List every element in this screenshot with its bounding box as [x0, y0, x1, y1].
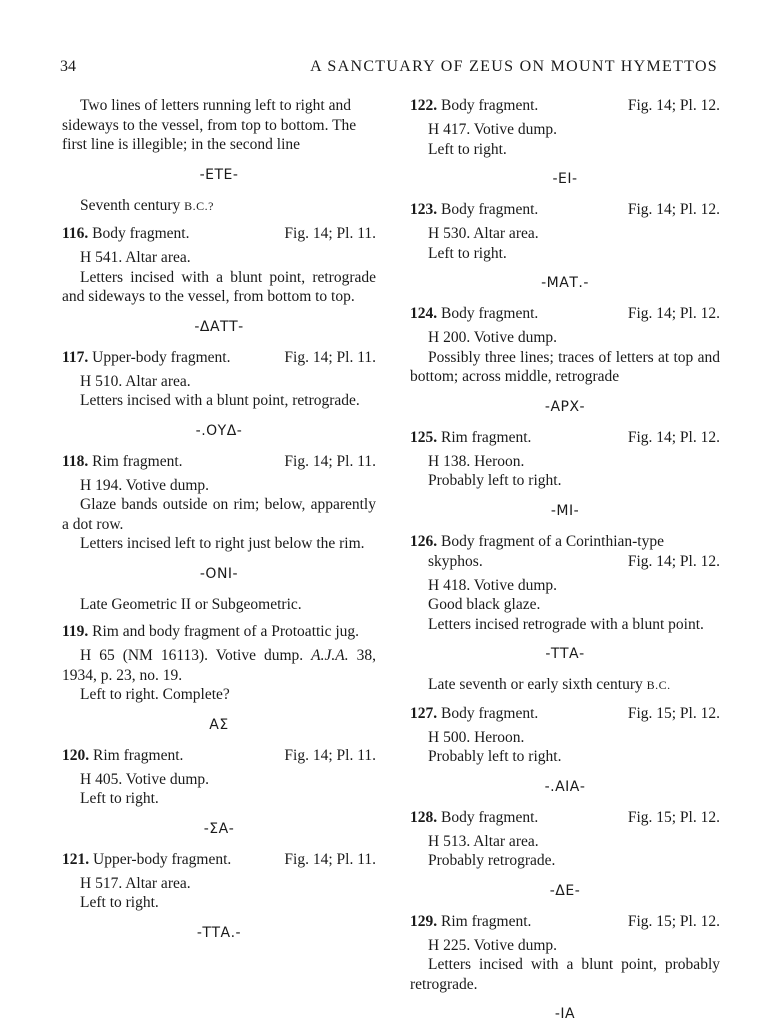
entry-text: Possibly three lines; traces of letters at top and bottom; across middle, retrograde — [410, 348, 720, 385]
entry-text: Left to right. — [428, 244, 507, 262]
inventory-location: H 138. Heroon. — [428, 452, 525, 470]
entry-heading — [62, 452, 376, 472]
inscription: ΑΣ — [209, 716, 229, 733]
entry-description: Rim fragment. — [441, 428, 532, 446]
catalogue-entry-124 — [410, 304, 720, 417]
entry-text: Letters incised left to right just below the rim. — [80, 535, 365, 552]
entry-number: 128. — [410, 808, 438, 826]
figure-reference: Fig. 15; Pl. 12. — [627, 704, 720, 722]
inscription: -.ΑΙΑ- — [544, 778, 586, 795]
entry-heading — [410, 304, 720, 324]
running-title: A SANCTUARY OF ZEUS ON MOUNT HYMETTOS — [310, 58, 718, 75]
catalogue-entry-126 — [410, 532, 720, 696]
location-text: H 65 (NM 16113). Votive dump. — [80, 647, 304, 664]
entry-text: Letters incised with a blunt point, probably retrograde. — [410, 956, 720, 993]
entry-text: Good black glaze. — [428, 596, 541, 613]
inscription: -ΜΙ- — [550, 502, 580, 519]
date-text: Late seventh or early sixth century — [428, 676, 643, 693]
entry-number: 125. — [410, 428, 438, 446]
inscription: -ΕΙ- — [552, 171, 578, 187]
inventory-location: H 418. Votive dump. — [428, 576, 558, 594]
entry-text: Probably left to right. — [428, 472, 562, 489]
entry-heading — [62, 224, 376, 244]
entry-text: Letters incised with a blunt point, retrograde and sideways to the vessel, from bottom to top. — [62, 268, 376, 305]
date-line: Late Geometric II or Subgeometric. — [80, 595, 302, 613]
catalogue-entry-127 — [410, 704, 720, 797]
inscription: -.ΟΥΔ- — [195, 422, 243, 439]
inventory-location: H 541. Altar area. — [80, 249, 191, 266]
journal-abbrev: A.J.A. — [311, 647, 349, 664]
inventory-location: H 517. Altar area. — [80, 874, 191, 892]
entry-number: 127. — [410, 704, 438, 722]
entry-heading — [410, 704, 720, 724]
journal-ref: 38, 1934, p. 23, no. 19. — [62, 647, 377, 684]
entry-description: Body fragment. — [441, 808, 539, 826]
catalogue-entry-129 — [410, 912, 720, 1025]
figure-reference: Fig. 14; Pl. 11. — [284, 452, 376, 470]
left-column — [62, 96, 376, 954]
inscription: -ETE- — [199, 166, 239, 183]
inventory-location — [62, 646, 376, 685]
right-column — [410, 96, 720, 1035]
entry-heading-continued — [410, 552, 720, 572]
entry-description: Body fragment. — [441, 305, 539, 322]
catalogue-entry-117 — [62, 348, 376, 441]
entry-heading — [62, 622, 376, 642]
entry-description: Rim fragment. — [441, 912, 532, 930]
catalogue-entry-125 — [410, 428, 720, 521]
inscription: -ΜΑΤ.- — [541, 275, 589, 291]
entry-heading — [62, 746, 376, 766]
entry-description: Rim and body fragment of a Protoattic jug. — [92, 623, 360, 640]
entry-number: 121. — [62, 850, 90, 868]
intro-paragraph: Two lines of letters running left to right and sideways to the vessel, from top to bottom. The first line is illegible; in the second line — [62, 97, 357, 153]
inscription: -ΔΑΤΤ- — [194, 318, 244, 335]
entry-text: Letters incised with a blunt point, retrograde. — [80, 392, 360, 409]
figure-reference: Fig. 15; Pl. 12. — [627, 808, 720, 826]
entry-number: 122. — [410, 97, 438, 114]
entry-heading — [410, 96, 720, 116]
page-number: 34 — [60, 58, 76, 75]
entry-description: Body fragment. — [92, 225, 190, 242]
inscription: -ΑΡΧ- — [544, 398, 586, 415]
inventory-location: H 530. Altar area. — [428, 225, 539, 242]
inscription: -ΣΑ- — [203, 820, 235, 837]
inscription: -ΔΕ- — [549, 882, 581, 899]
figure-reference: Fig. 14; Pl. 12. — [627, 552, 720, 570]
entry-text: Left to right. — [80, 894, 159, 911]
entry-description: Body fragment. — [441, 201, 539, 218]
entry-text: Probably retrograde. — [428, 852, 556, 869]
inventory-location: H 417. Votive dump. — [428, 121, 558, 138]
figure-reference: Fig. 14; Pl. 11. — [284, 746, 376, 764]
inventory-location: H 513. Altar area. — [428, 832, 539, 850]
entry-heading — [62, 850, 376, 870]
catalogue-entry-121 — [62, 850, 376, 943]
entry-heading — [410, 912, 720, 932]
entry-number: 116. — [62, 225, 89, 242]
entry-number: 118. — [62, 452, 89, 470]
entry-heading — [410, 428, 720, 448]
figure-reference: Fig. 14; Pl. 11. — [284, 850, 376, 868]
entry-number: 119. — [62, 623, 89, 640]
inscription: -ΤΤΑ- — [545, 646, 585, 662]
entry-heading — [410, 808, 720, 828]
entry-description: Body fragment. — [441, 97, 539, 114]
date-line — [62, 196, 376, 217]
date-era: B.C.? — [184, 198, 215, 213]
running-header — [60, 58, 718, 80]
entry-number: 126. — [410, 532, 438, 550]
catalogue-entry-119 — [62, 622, 376, 735]
entry-description: Rim fragment. — [93, 746, 184, 764]
entry-description: Upper-body fragment. — [93, 850, 232, 868]
entry-number: 117. — [62, 348, 89, 366]
entry-heading — [410, 532, 720, 552]
entry-text: Letters incised retrograde with a blunt point. — [428, 615, 704, 633]
entry-number: 120. — [62, 746, 90, 764]
entry-text: Glaze bands outside on rim; below, apparently a dot row. — [62, 496, 376, 533]
date-era: B.C. — [646, 678, 671, 692]
entry-description: Body fragment. — [441, 704, 539, 722]
entry-heading — [62, 348, 376, 368]
entry-text: Left to right. — [80, 790, 159, 807]
entry-number: 124. — [410, 305, 438, 322]
figure-reference: Fig. 14; Pl. 11. — [284, 348, 376, 366]
inventory-location: H 200. Votive dump. — [428, 329, 558, 346]
inventory-location: H 194. Votive dump. — [80, 476, 210, 494]
entry-text: Left to right. Complete? — [80, 686, 230, 703]
entry-description: Body fragment of a Corinthian-type — [441, 532, 664, 550]
entry-number: 123. — [410, 201, 438, 218]
entry-description-cont: skyphos. — [428, 552, 483, 570]
entry-number: 129. — [410, 912, 438, 930]
inventory-location: H 500. Heroon. — [428, 728, 525, 746]
date-line — [410, 675, 720, 696]
entry-description: Rim fragment. — [92, 452, 183, 470]
catalogue-entry-116 — [62, 224, 376, 337]
figure-reference: Fig. 14; Pl. 12. — [627, 201, 720, 218]
inventory-location: H 405. Votive dump. — [80, 770, 210, 788]
entry-heading — [410, 200, 720, 220]
inventory-location: H 510. Altar area. — [80, 372, 191, 390]
inventory-location: H 225. Votive dump. — [428, 936, 558, 954]
catalogue-entry-123 — [410, 200, 720, 293]
catalogue-entry-122 — [410, 96, 720, 189]
entry-description: Upper-body fragment. — [92, 348, 231, 366]
inscription: -ΟΝΙ- — [199, 565, 239, 582]
catalogue-entry-128 — [410, 808, 720, 901]
entry-text: Probably left to right. — [428, 748, 562, 765]
figure-reference: Fig. 14; Pl. 11. — [284, 225, 376, 242]
date-text: Seventh century — [80, 196, 181, 214]
figure-reference: Fig. 14; Pl. 12. — [627, 428, 720, 446]
figure-reference: Fig. 14; Pl. 12. — [627, 97, 720, 114]
entry-text: Left to right. — [428, 140, 507, 158]
catalogue-entry-118 — [62, 452, 376, 615]
inscription: -ΙΑ — [554, 1006, 576, 1022]
inscription: -ΤΤΑ.- — [196, 924, 242, 941]
catalogue-entry-120 — [62, 746, 376, 839]
figure-reference: Fig. 14; Pl. 12. — [627, 305, 720, 322]
figure-reference: Fig. 15; Pl. 12. — [627, 912, 720, 930]
